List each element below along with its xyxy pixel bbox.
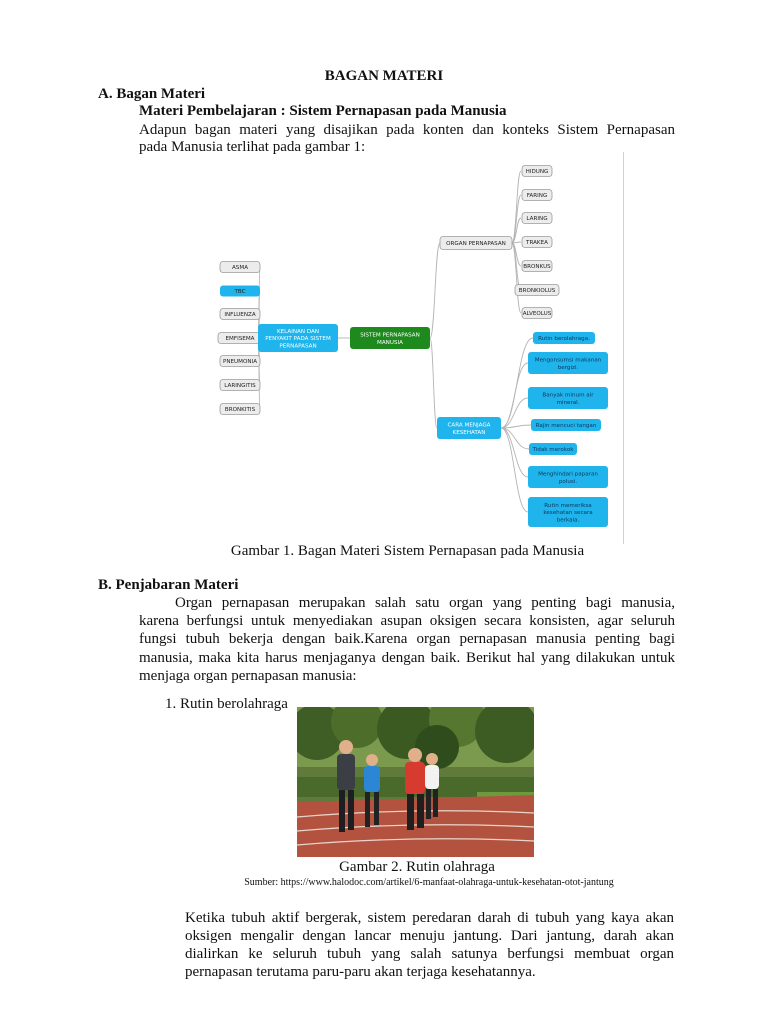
care-node [528,387,608,409]
center-organ-line [430,243,440,338]
organ-node [522,308,552,319]
disease-node-text: EMFISEMA [225,336,255,343]
care-node-text: berkala. [556,517,580,524]
disease-node-text: PNEUMONIA [222,359,258,366]
center-node-text: SISTEM PERNAPASAN [360,332,420,339]
paragraph-line-3: fungsi tubuh bekerja dengan baik.Karena organ pernapasan manusia penting bagi [139,631,675,647]
care-category-node [437,417,501,439]
organ-category-node-text: ORGAN PERNAPASAN [446,241,506,248]
care-node-text: bergizi. [557,364,579,371]
disease-node [220,404,260,415]
figure-2-source: Sumber: https://www.halodoc.com/artikel/6-manfaat-olahraga-untuk-kesehatan-otot-jantung [244,877,614,888]
organ-node [522,213,552,224]
care-node-text: polusi. [558,478,578,485]
organ-node [522,237,552,248]
care-node-text: Banyak minum air [542,392,594,399]
organ-node [522,166,552,177]
care-node-text: Menghindari paparan [538,471,598,478]
organ-node-text: BRONKUS [523,264,551,271]
closing-line-2: oksigen mengalir dengan lancar menuju jantung. Dari jantung, darah akan [185,928,674,944]
center-node [350,327,430,349]
care-category-node-text: KESEHATAN [452,429,486,436]
section-a-subheading: Materi Pembelajaran : Sistem Pernapasan pada Manusia [139,103,507,119]
organ-category-node [440,237,512,250]
organ-node-text: ALVEOLUS [522,311,552,318]
care-node [528,352,608,374]
disease-node-text: BRONKITIS [224,407,256,414]
disease-node [220,380,260,391]
care-branch-line [501,398,528,428]
care-node-text: mineral. [556,399,580,406]
section-a-heading: A. Bagan Materi [98,86,206,102]
figure-2-caption: Gambar 2. Rutin olahraga [339,859,495,875]
disease-node [220,356,260,367]
care-category-node-text: CARA MENJAGA [447,422,491,429]
organ-node [522,190,552,201]
care-node-text: Rutin berolahraga. [538,336,590,343]
care-node [533,332,595,344]
care-node-text: Rutin memeriksa [544,503,592,509]
page-title: BAGAN MATERI [324,68,444,84]
disease-category-node-text: PERNAPASAN [279,343,317,350]
disease-category-node-text: PENYAKIT PADA SISTEM [265,336,331,343]
disease-node [218,333,262,344]
care-node-text: Rajin mencuci tangan [535,423,597,430]
care-node [528,466,608,488]
figure-border [623,152,624,544]
mindmap-figure [195,152,625,544]
organ-node-text: BRONKIOLUS [518,288,556,295]
care-node-text: Tidak merokok [532,447,574,454]
closing-line-4: pernapasan terutama paru-paru akan terjaga kesehatannya. [185,964,536,980]
care-node [528,497,608,527]
running-photo [297,707,534,857]
paragraph-line-4: manusia, maka kita harus menjaganya dengan baik. Berikut hal yang dilakukan untuk [139,650,675,666]
care-node-text: Mengonsumsi makanan [534,357,602,364]
intro-line-2: pada Manusia terlihat pada gambar 1: [139,139,366,155]
disease-category-node [258,324,338,352]
list-item-1: 1. Rutin berolahraga [165,696,288,712]
care-node [531,419,601,431]
organ-node-text: HIDUNG [525,169,549,176]
paragraph-line-5: menjaga organ pernapasan manusia: [139,668,357,684]
paragraph-line-1: Organ pernapasan merupakan salah satu organ yang penting bagi manusia, [175,595,675,611]
disease-node [220,309,260,320]
figure-1-caption: Gambar 1. Bagan Materi Sistem Pernapasan pada Manusia [230,543,585,559]
disease-node-text: LARINGITIS [224,383,256,390]
organ-node [515,285,559,296]
disease-node-text: INFLUENZA [224,312,256,319]
disease-category-node-text: KELAINAN DAN [276,329,320,335]
disease-node-text: ASMA [231,265,249,272]
care-branch-line [501,428,528,512]
intro-line-1: Adapun bagan materi yang disajikan pada konten dan konteks Sistem Pernapasan [139,122,675,138]
disease-node-text: TBC [234,289,246,296]
mindmap-diagram [195,152,625,544]
center-node-text: MANUSIA [377,339,403,346]
organ-node-text: LARING [526,216,548,223]
center-care-line [430,338,437,428]
closing-line-3: dialirkan ke seluruh tubuh yang salah satunya berfungsi membuat organ [185,946,674,962]
disease-node [220,286,260,297]
care-branch-line [501,363,528,428]
section-b-heading: B. Penjabaran Materi [98,577,239,593]
care-node [529,443,577,455]
organ-node [522,261,552,272]
organ-node-text: FARING [526,193,548,200]
organ-node-text: TRAKEA [526,240,548,247]
care-node-text: kesehatan secara [543,510,593,517]
runners-image [297,707,534,857]
paragraph-line-2: karena berfungsi untuk menyediakan asupan oksigen secara konsisten, agar seluruh [139,613,675,629]
closing-line-1: Ketika tubuh aktif bergerak, sistem peredaran darah di tubuh yang kaya akan [185,910,674,926]
disease-node [220,262,260,273]
